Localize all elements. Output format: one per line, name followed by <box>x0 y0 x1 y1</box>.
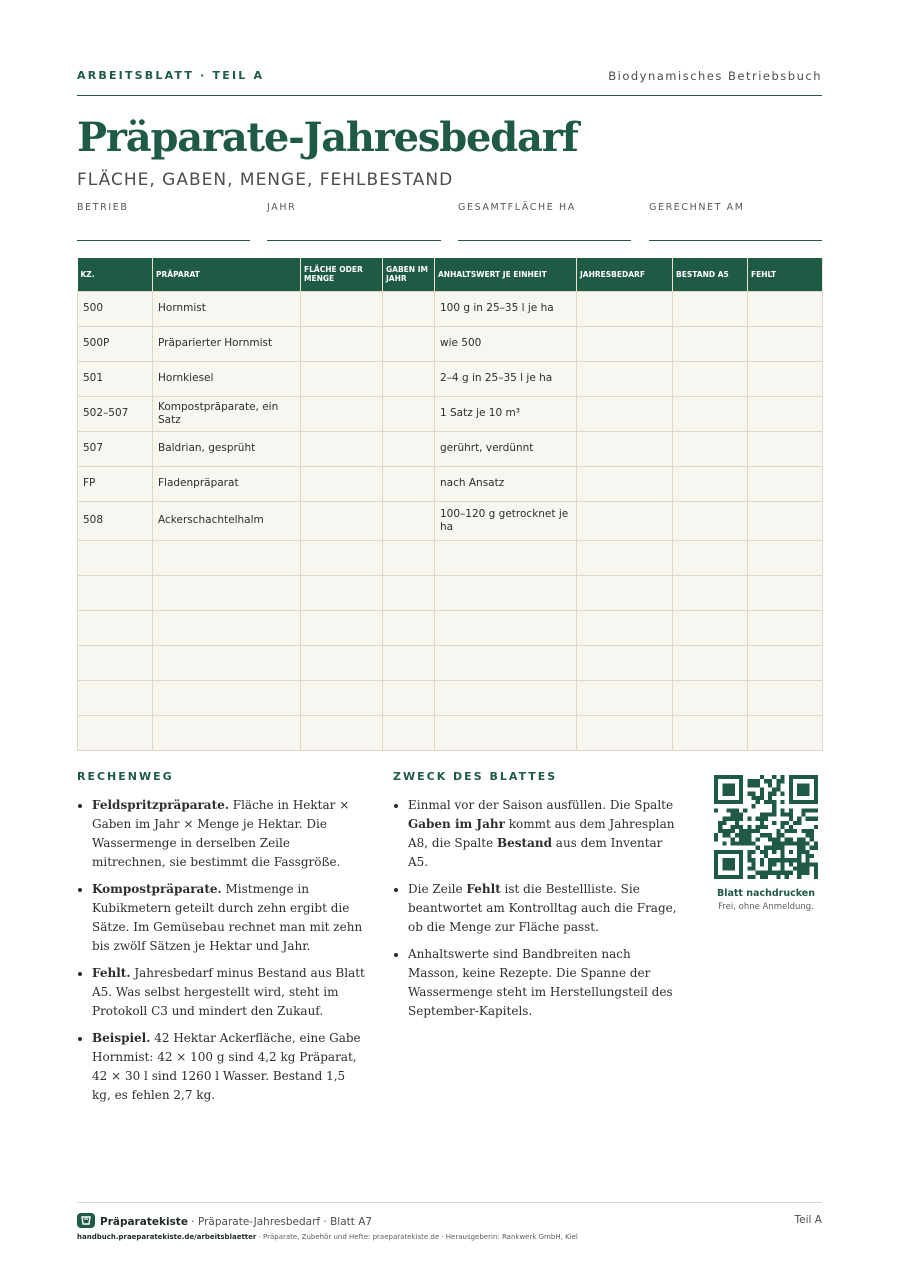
rechenweg-title: RECHENWEG <box>77 770 174 783</box>
zweck-item-part: Gaben im Jahr <box>408 817 505 831</box>
rechenweg-item-text: Mistmenge in Kubikmetern geteilt durch zehn ergibt die Sätze. Im Gemüsebau rechnet man mit zehn bis zwölf Sätzen je Hektar und Jahr. <box>92 882 363 953</box>
cell-bestand[interactable] <box>673 466 748 501</box>
footer-small-line <box>77 1233 578 1241</box>
table-cell-empty[interactable] <box>748 610 823 645</box>
table-row-empty <box>78 575 823 610</box>
table-cell-empty[interactable] <box>153 680 301 715</box>
cell-jahresbedarf[interactable] <box>577 431 673 466</box>
cell-jahresbedarf[interactable] <box>577 291 673 326</box>
table-cell-empty[interactable] <box>673 715 748 750</box>
table-row <box>78 291 823 326</box>
table-cell-empty[interactable] <box>748 540 823 575</box>
rechenweg-item <box>77 880 367 956</box>
table-cell-empty[interactable] <box>748 680 823 715</box>
field-label: JAHR <box>267 202 297 213</box>
page-subtitle: FLÄCHE, GABEN, MENGE, FEHLBESTAND <box>77 170 454 190</box>
rechenweg-item-text: Fläche in Hektar × Gaben im Jahr × Menge je Hektar. Die Wassermenge in derselben Zeile mitrechnen, sie bestimmt die Fassgröße. <box>92 798 350 869</box>
cell-kz: 508 <box>78 501 153 540</box>
rechenweg-item-lead: Beispiel. <box>92 1031 151 1045</box>
rechenweg-item-text: 42 Hektar Ackerfläche, eine Gabe Hornmist: 42 × 100 g sind 4,2 kg Präparat, 42 × 30 l sind 1260 l Wasser. Bestand 1,5 kg, es fehlen 2,7 kg. <box>92 1031 361 1102</box>
zweck-item <box>393 796 683 872</box>
footer-note: · Präparate, Zubehör und Hefte: praeparatekiste.de · Herausgeberin: Rankwerk GmbH, Kiel <box>256 1233 578 1241</box>
cell-praeparat: Hornmist <box>153 291 301 326</box>
box-logo-icon <box>77 1213 95 1228</box>
table-row-empty <box>78 610 823 645</box>
table-cell-empty[interactable] <box>301 680 383 715</box>
col-header-fehlt: FEHLT <box>748 258 823 291</box>
table-cell-empty[interactable] <box>78 645 153 680</box>
rechenweg-section <box>77 770 367 1113</box>
field-label: GESAMTFLÄCHE HA <box>458 202 576 213</box>
cell-anhaltswert: wie 500 <box>435 326 577 361</box>
cell-jahresbedarf[interactable] <box>577 501 673 540</box>
table-cell-empty[interactable] <box>78 610 153 645</box>
field-betrieb[interactable] <box>77 202 250 241</box>
rechenweg-item <box>77 1029 367 1105</box>
table-cell-empty[interactable] <box>748 715 823 750</box>
cell-bestand[interactable] <box>673 396 748 431</box>
cell-flaeche[interactable] <box>301 466 383 501</box>
cell-anhaltswert: 2–4 g in 25–35 l je ha <box>435 361 577 396</box>
cell-kz: 501 <box>78 361 153 396</box>
table-cell-empty[interactable] <box>383 575 435 610</box>
rechenweg-item-lead: Kompostpräparate. <box>92 882 222 896</box>
cell-praeparat: Hornkiesel <box>153 361 301 396</box>
cell-flaeche[interactable] <box>301 431 383 466</box>
table-row <box>78 361 823 396</box>
cell-anhaltswert: 100 g in 25–35 l je ha <box>435 291 577 326</box>
qr-subtitle: Frei, ohne Anmeldung. <box>718 902 814 912</box>
cell-anhaltswert: 1 Satz je 10 m³ <box>435 396 577 431</box>
page-header <box>77 69 822 96</box>
table-cell-empty[interactable] <box>577 575 673 610</box>
zweck-item <box>393 880 683 937</box>
cell-gaben[interactable] <box>383 396 435 431</box>
field-label: BETRIEB <box>77 202 129 213</box>
cell-fehlt[interactable] <box>748 396 823 431</box>
table-cell-empty[interactable] <box>577 610 673 645</box>
col-header-jahresbedarf: JAHRESBEDARF <box>577 258 673 291</box>
qr-block[interactable] <box>714 775 818 912</box>
table-row <box>78 466 823 501</box>
rechenweg-item-lead: Feldspritzpräparate. <box>92 798 229 812</box>
bedarf-table <box>77 258 823 751</box>
table-cell-empty[interactable] <box>577 645 673 680</box>
field-jahr[interactable] <box>267 202 441 241</box>
cell-jahresbedarf[interactable] <box>577 361 673 396</box>
zweck-list <box>393 796 683 1021</box>
table-cell-empty[interactable] <box>748 645 823 680</box>
table-cell-empty[interactable] <box>435 540 577 575</box>
table-cell-empty[interactable] <box>435 715 577 750</box>
rechenweg-list <box>77 796 367 1105</box>
rechenweg-item-text: Jahresbedarf minus Bestand aus Blatt A5. Was selbst hergestellt wird, steht im Protokoll C3 und mindert den Zukauf. <box>92 966 365 1018</box>
table-cell-empty[interactable] <box>78 575 153 610</box>
cell-praeparat: Kompostpräparate, ein Satz <box>153 396 301 431</box>
footer-url[interactable]: handbuch.praeparatekiste.de/arbeitsblaetter <box>77 1233 257 1241</box>
cell-kz: FP <box>78 466 153 501</box>
table-cell-empty[interactable] <box>78 540 153 575</box>
table-cell-empty[interactable] <box>435 610 577 645</box>
table-cell-empty[interactable] <box>153 610 301 645</box>
cell-gaben[interactable] <box>383 326 435 361</box>
cell-fehlt[interactable] <box>748 501 823 540</box>
cell-bestand[interactable] <box>673 361 748 396</box>
rechenweg-item <box>77 964 367 1021</box>
cell-flaeche[interactable] <box>301 326 383 361</box>
table-cell-empty[interactable] <box>301 540 383 575</box>
qr-code-icon[interactable] <box>714 775 818 879</box>
zweck-item-part: aus dem Inventar A5. <box>408 836 663 869</box>
col-header-praeparat: PRÄPARAT <box>153 258 301 291</box>
table-cell-empty[interactable] <box>301 610 383 645</box>
col-header-anhaltswert: ANHALTSWERT JE EINHEIT <box>435 258 577 291</box>
cell-kz: 500P <box>78 326 153 361</box>
table-cell-empty[interactable] <box>78 680 153 715</box>
cell-kz: 507 <box>78 431 153 466</box>
table-row-empty <box>78 680 823 715</box>
table-row <box>78 501 823 540</box>
cell-flaeche[interactable] <box>301 361 383 396</box>
table-cell-empty[interactable] <box>673 680 748 715</box>
cell-kz: 502–507 <box>78 396 153 431</box>
zweck-title: ZWECK DES BLATTES <box>393 770 558 783</box>
table-cell-empty[interactable] <box>301 715 383 750</box>
cell-praeparat: Ackerschachtelhalm <box>153 501 301 540</box>
table-cell-empty[interactable] <box>301 645 383 680</box>
qr-title: Blatt nachdrucken <box>716 888 815 899</box>
zweck-item-part: kommt aus dem Jahresplan A8, die Spalte <box>408 817 675 850</box>
table-cell-empty[interactable] <box>748 575 823 610</box>
cell-fehlt[interactable] <box>748 326 823 361</box>
cell-praeparat: Fladenpräparat <box>153 466 301 501</box>
cell-jahresbedarf[interactable] <box>577 396 673 431</box>
cell-gaben[interactable] <box>383 361 435 396</box>
zweck-section <box>393 770 683 1029</box>
zweck-item-part: Bestand <box>497 836 552 850</box>
cell-anhaltswert: nach Ansatz <box>435 466 577 501</box>
page-footer <box>77 1202 822 1247</box>
cell-fehlt[interactable] <box>748 466 823 501</box>
footer-doc: · Präparate-Jahresbedarf · Blatt A7 <box>187 1216 373 1228</box>
cell-kz: 500 <box>78 291 153 326</box>
cell-flaeche[interactable] <box>301 396 383 431</box>
cell-gaben[interactable] <box>383 501 435 540</box>
col-header-flaeche: FLÄCHE ODER MENGE <box>301 258 383 291</box>
section-label: ARBEITSBLATT · TEIL A <box>77 69 265 82</box>
cell-gaben[interactable] <box>383 431 435 466</box>
table-cell-empty[interactable] <box>673 645 748 680</box>
table-row-empty <box>78 715 823 750</box>
table-cell-empty[interactable] <box>435 575 577 610</box>
field-gesamtflaeche[interactable] <box>458 202 631 241</box>
cell-fehlt[interactable] <box>748 291 823 326</box>
table-row-empty <box>78 645 823 680</box>
cell-jahresbedarf[interactable] <box>577 466 673 501</box>
table-cell-empty[interactable] <box>577 540 673 575</box>
table-cell-empty[interactable] <box>673 610 748 645</box>
field-gerechnet-am[interactable] <box>649 202 822 241</box>
table-row <box>78 396 823 431</box>
table-cell-empty[interactable] <box>153 575 301 610</box>
table-cell-empty[interactable] <box>383 645 435 680</box>
table-cell-empty[interactable] <box>153 715 301 750</box>
cell-anhaltswert: 100–120 g getrocknet je ha <box>435 501 577 540</box>
cell-bestand[interactable] <box>673 326 748 361</box>
header-fields <box>77 202 822 242</box>
table-cell-empty[interactable] <box>153 540 301 575</box>
zweck-item-part: ist die Bestellliste. Sie beantwortet am Kontrolltag auch die Frage, ob die Menge zur Fläche passt. <box>408 882 677 934</box>
rechenweg-item <box>77 796 367 872</box>
table-cell-empty[interactable] <box>301 575 383 610</box>
footer-brand: Präparatekiste <box>100 1216 188 1228</box>
footer-brand-line <box>77 1213 372 1228</box>
table-cell-empty[interactable] <box>673 575 748 610</box>
footer-part: Teil A <box>794 1214 822 1226</box>
cell-bestand[interactable] <box>673 291 748 326</box>
book-title: Biodynamisches Betriebsbuch <box>608 69 822 83</box>
zweck-item <box>393 945 683 1021</box>
table-cell-empty[interactable] <box>153 645 301 680</box>
cell-flaeche[interactable] <box>301 501 383 540</box>
cell-praeparat: Baldrian, gesprüht <box>153 431 301 466</box>
cell-fehlt[interactable] <box>748 361 823 396</box>
page-title: Präparate-Jahresbedarf <box>77 114 578 161</box>
zweck-item-part: Fehlt <box>466 882 501 896</box>
cell-bestand[interactable] <box>673 431 748 466</box>
table-cell-empty[interactable] <box>383 540 435 575</box>
cell-jahresbedarf[interactable] <box>577 326 673 361</box>
cell-bestand[interactable] <box>673 501 748 540</box>
table-cell-empty[interactable] <box>78 715 153 750</box>
table-cell-empty[interactable] <box>383 610 435 645</box>
col-header-gaben: GABEN IM JAHR <box>383 258 435 291</box>
table-row <box>78 326 823 361</box>
col-header-bestand: BESTAND A5 <box>673 258 748 291</box>
cell-flaeche[interactable] <box>301 291 383 326</box>
zweck-item-part: Anhaltswerte sind Bandbreiten nach Masson, keine Rezepte. Die Spanne der Wassermenge steht im Herstellungsteil des September-Kapitels. <box>408 947 673 1018</box>
table-row <box>78 431 823 466</box>
table-row-empty <box>78 540 823 575</box>
table-cell-empty[interactable] <box>435 645 577 680</box>
table-cell-empty[interactable] <box>435 680 577 715</box>
table-header-row <box>78 258 823 291</box>
rechenweg-item-lead: Fehlt. <box>92 966 131 980</box>
zweck-item-part: Die Zeile <box>408 882 467 896</box>
field-label: GERECHNET AM <box>649 202 745 213</box>
table-cell-empty[interactable] <box>383 715 435 750</box>
cell-fehlt[interactable] <box>748 431 823 466</box>
cell-gaben[interactable] <box>383 466 435 501</box>
cell-praeparat: Präparierter Hornmist <box>153 326 301 361</box>
zweck-item-part: Einmal vor der Saison ausfüllen. Die Spalte <box>408 798 674 812</box>
cell-gaben[interactable] <box>383 291 435 326</box>
col-header-kz: KZ. <box>78 258 153 291</box>
table-cell-empty[interactable] <box>577 680 673 715</box>
cell-anhaltswert: gerührt, verdünnt <box>435 431 577 466</box>
table-cell-empty[interactable] <box>577 715 673 750</box>
table-cell-empty[interactable] <box>383 680 435 715</box>
table-cell-empty[interactable] <box>673 540 748 575</box>
